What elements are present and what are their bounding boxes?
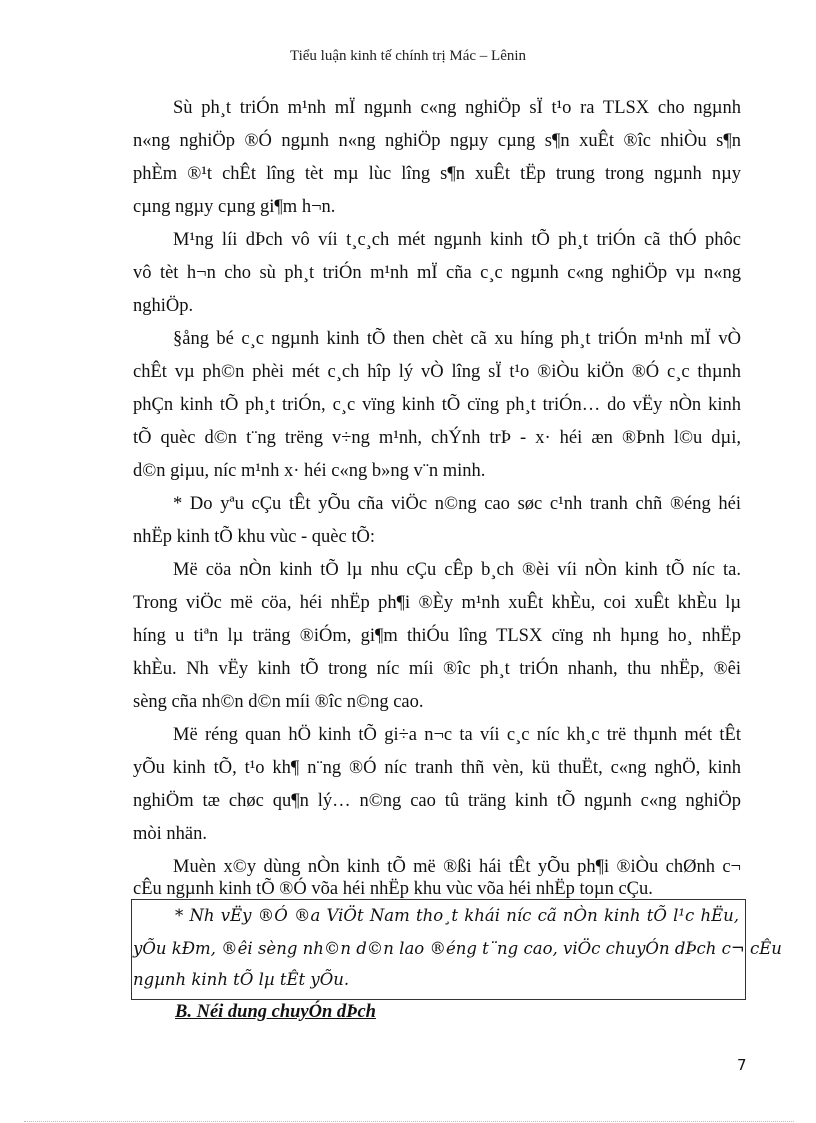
paragraph-line: cÊu ngµnh kinh tÕ ®Ó võa héi nhËp khu vùc võa héi nhËp toµn cÇu. — [133, 879, 653, 899]
paragraph-line: nghiÖm tæ chøc qu¶n lý… n©ng cao tû träng kinh tÕ ngµnh c«ng nghiÖp — [133, 791, 741, 811]
paragraph-line: n«ng nghiÖp ®Ó ngµnh n«ng nghiÖp ngµy cµng s¶n xuÊt ®îc nhiÒu s¶n — [133, 131, 741, 151]
paragraph-line: M¹ng líi dÞch vô víi t¸c¸ch mét ngµnh kinh tÕ ph¸t triÓn cã thÓ phôc — [173, 230, 741, 250]
paragraph-line: nhËp kinh tÕ khu vùc - quèc tÕ: — [133, 527, 375, 547]
paragraph-line: chÊt vµ ph©n phèi mét c¸ch hîp lý vÒ lîng sÏ t¹o ®iÒu kiÖn ®Ó c¸c thµnh — [133, 362, 741, 382]
paragraph-line: Sù ph¸t triÓn m¹nh mÏ ngµnh c«ng nghiÖp sÏ t¹o ra TLSX cho ngµnh — [173, 98, 741, 118]
page-bottom-border — [24, 1121, 794, 1122]
paragraph-line: d©n giµu, níc m¹nh x· héi c«ng b»ng v¨n minh. — [133, 461, 486, 481]
page-number: 7 — [737, 1056, 747, 1074]
paragraph-line: sèng cña nh©n d©n míi ®îc n©ng cao. — [133, 692, 424, 712]
paragraph-line: Muèn x©y dùng nÒn kinh tÕ më ®ßi hái tÊt yÕu ph¶i ®iÒu chØnh c¬ — [173, 857, 741, 877]
section-heading: B. Néi dung chuyÓn dÞch — [175, 1002, 376, 1022]
paragraph-line: tÕ quèc d©n t¨ng trëng v÷ng m¹nh, chÝnh trÞ - x· héi æn ®Þnh l©u dµi, — [133, 428, 741, 448]
paragraph-line: phÇn kinh tÕ ph¸t triÓn, c¸c vïng kinh tÕ cïng ph¸t triÓn… do vËy nÒn kinh — [133, 395, 741, 415]
boxed-note-line: yÕu kÐm, ®êi sèng nh©n d©n lao ®éng t¨ng cao, viÖc chuyÓn dÞch c¬ cÊu — [133, 939, 782, 958]
paragraph-line: nghiÖp. — [133, 296, 194, 316]
paragraph-line: cµng ngµy cµng gi¶m h¬n. — [133, 197, 336, 217]
paragraph-line: Më réng quan hÖ kinh tÕ gi÷a n¬c ta víi c¸c níc kh¸c trë thµnh mét tÊt — [173, 725, 741, 745]
paragraph-line: vô tèt h¬n cho sù ph¸t triÓn m¹nh mÏ cña c¸c ngµnh c«ng nghiÖp vµ n«ng — [133, 263, 741, 283]
paragraph-line: híng u tiªn lµ träng ®iÓm, gi¶m thiÓu lîng TLSX cïng nh hµng ho¸ nhËp — [133, 626, 741, 646]
page-header: Tiểu luận kinh tế chính trị Mác – Lênin — [289, 48, 527, 64]
paragraph-line: * Do yªu cÇu tÊt yÕu cña viÖc n©ng cao søc c¹nh tranh chñ ®éng héi — [173, 494, 741, 514]
paragraph-line: mòi nhän. — [133, 824, 207, 844]
boxed-note-line: * Nh vËy ®Ó ®a ViÖt Nam tho¸t khái níc cã nÒn kinh tÕ l¹c hËu, — [175, 906, 739, 925]
boxed-note-line: ngµnh kinh tÕ lµ tÊt yÕu. — [133, 970, 350, 989]
paragraph-line: §ång bé c¸c ngµnh kinh tÕ then chèt cã xu híng ph¸t triÓn m¹nh mÏ vÒ — [173, 329, 741, 349]
paragraph-line: phÈm ®¹t chÊt lîng tèt mµ lùc lîng s¶n xuÊt tËp trung trong ngµnh nµy — [133, 164, 741, 184]
paragraph-line: khÈu. Nh vËy kinh tÕ trong níc míi ®îc ph¸t triÓn nhanh, thu nhËp, ®êi — [133, 659, 741, 679]
paragraph-line: yÕu kinh tÕ, t¹o kh¶ n¨ng ®Ó níc tranh thñ vèn, kü thuËt, c«ng nghÖ, kinh — [133, 758, 741, 778]
paragraph-line: Më cöa nÒn kinh tÕ lµ nhu cÇu cÊp b¸ch ®èi víi nÒn kinh tÕ níc ta. — [173, 560, 741, 580]
paragraph-line: Trong viÖc më cöa, héi nhËp ph¶i ®Èy m¹nh xuÊt khÈu, coi xuÊt khÈu lµ — [133, 593, 741, 613]
